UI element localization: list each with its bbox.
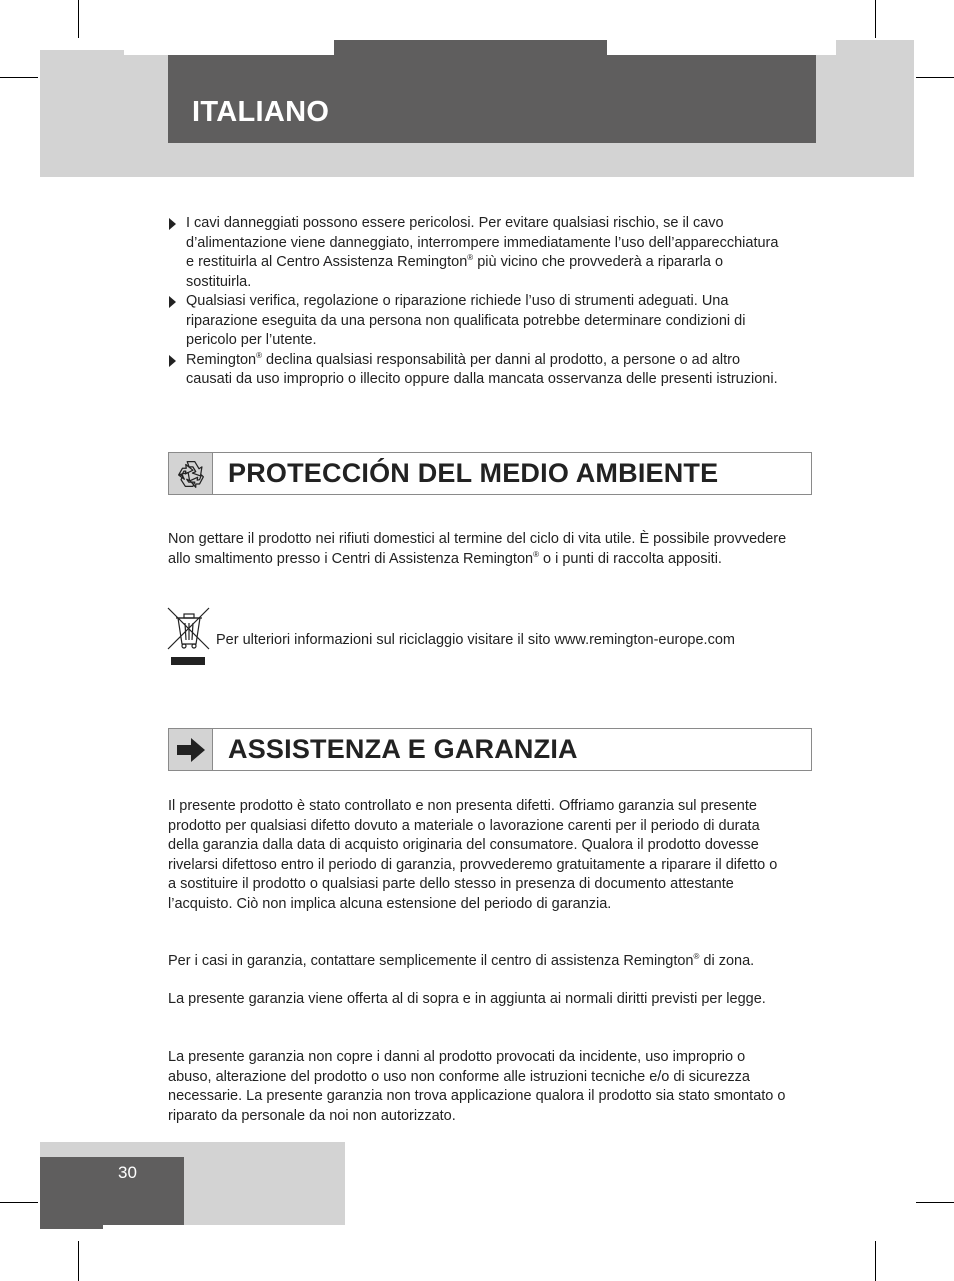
warranty-paragraph: La presente garanzia viene offerta al di sopra e in aggiunta ai normali diritti previsti per legge. [168, 991, 766, 1007]
warranty-paragraph: Per i casi in garanzia, contattare semplicemente il centro di assistenza Remington® di zona. [168, 952, 755, 969]
recycle-icon [169, 453, 213, 494]
list-item: Qualsiasi verifica, regolazione o riparazione richiede l’uso di strumenti adeguati. Una riparazione eseguita da una persona non qualificata potrebbe determinare condizioni di pericolo per l’utente. [168, 292, 788, 351]
warning-list [168, 214, 788, 390]
list-item: Remington® declina qualsiasi responsabilità per danni al prodotto, a persone o ad altro causati da uso improprio o illecito oppure dalla mancata osservanza delle presenti istruzioni. [168, 351, 788, 390]
crossed-bin-icon [167, 607, 211, 669]
page-number: 30 [118, 1163, 137, 1182]
header-tab-dark [334, 40, 607, 56]
environment-section-header [168, 452, 812, 495]
section-title: ASSISTENZA E GARANZIA [228, 734, 578, 764]
page-title: ITALIANO [192, 96, 330, 128]
bullet-triangle-icon [169, 218, 176, 230]
crop-mark [916, 1202, 954, 1203]
crop-mark [0, 1202, 38, 1203]
warranty-paragraph: La presente garanzia non copre i danni al prodotto provocati da incidente, uso improprio o abuso, alterazione del prodotto o uso non conforme alle istruzioni tecniche e/o di sicurezza necessarie. La presente garanzia non trova applicazione qualora il prodotto sia stato smontato o riparato da personale da noi non autorizzato. [168, 1049, 786, 1124]
bullet-triangle-icon [169, 296, 176, 308]
arrow-right-icon [169, 729, 213, 770]
crop-mark [875, 0, 876, 38]
environment-paragraph: Non gettare il prodotto nei rifiuti domestici al termine del ciclo di vita utile. È possibile provvedere allo smaltimento presso i Centri di Assistenza Remington® o i punti di raccolta appositi. [168, 531, 787, 567]
crop-mark [78, 1241, 79, 1281]
crop-mark [875, 1241, 876, 1281]
list-item: I cavi danneggiati possono essere pericolosi. Per evitare qualsiasi rischio, se il cavo d’alimentazione viene danneggiato, interrompere immediatamente l’uso dell’apparecchiatura e restituirla al Centro Assistenza Remington® più vicino che provvederà a ripararla o sostituirla. [168, 214, 788, 292]
crop-mark [78, 0, 79, 38]
crop-mark [0, 77, 38, 78]
header-band-tab [40, 50, 124, 56]
section-title: PROTECCIÓN DEL MEDIO AMBIENTE [228, 458, 719, 488]
footer-page-box [40, 1157, 184, 1225]
header-band-tab [836, 40, 914, 56]
warranty-paragraph: Il presente prodotto è stato controllato e non presenta difetti. Offriamo garanzia sul presente prodotto per qualsiasi difetto dovuto a materiale o lavorazione carenti per il periodo di durata della garanzia dalla data di acquisto originaria del consumatore. Qualora il prodotto dovesse rivelarsi difettoso entro il periodo di garanzia, provvederemo gratuitamente a riparare il difetto o a sostituire il prodotto o qualsiasi parte dello stesso in presenza di documento attestante l’acquisto. Ciò non implica alcuna estensione del periodo di garanzia. [168, 798, 778, 912]
recycling-info: Per ulteriori informazioni sul riciclaggio visitare il sito www.remington-europe.com [216, 632, 735, 648]
footer-page-tab [40, 1224, 103, 1229]
crop-mark [916, 77, 954, 78]
bullet-triangle-icon [169, 355, 176, 367]
warranty-section-header [168, 728, 812, 771]
